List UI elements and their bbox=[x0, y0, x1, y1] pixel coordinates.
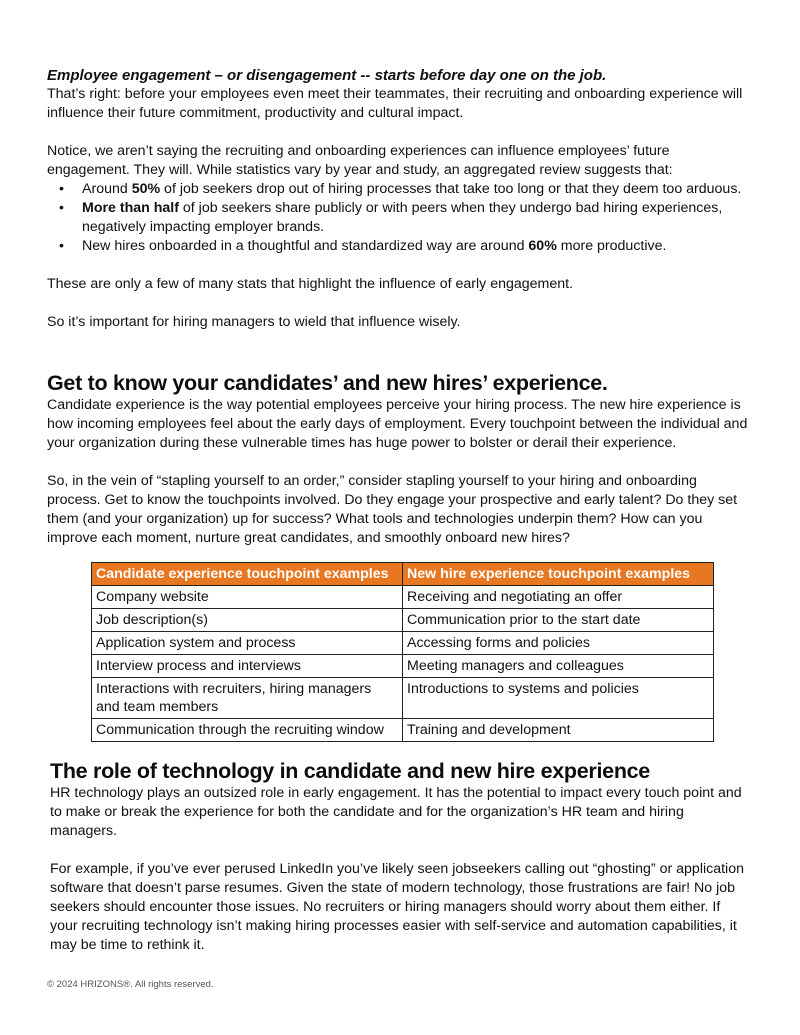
table-cell: Company website bbox=[92, 586, 403, 609]
section-heading: The role of technology in candidate and new hire experience bbox=[50, 759, 650, 783]
table-cell: Receiving and negotiating an offer bbox=[403, 586, 714, 609]
table-row bbox=[92, 632, 714, 655]
paragraph: For example, if you’ve ever perused LinkedIn you’ve likely seen jobseekers calling out “ghosting” or application software that doesn’t parse resumes. Given the state of modern technology, those frustrations are fair! No job seekers should encounter those issues. No recruiters or hiring managers should worry about them either. If your recruiting technology isn’t making hiring processes easier with self-service and automation capabilities, it may be time to rethink it. bbox=[50, 861, 744, 953]
bullet-emphasis: 60% bbox=[528, 238, 557, 254]
copyright-footer: © 2024 HRIZONS®. All rights reserved. bbox=[47, 979, 214, 990]
table-row bbox=[92, 609, 714, 632]
column-header: New hire experience touchpoint examples bbox=[403, 563, 714, 586]
bullet-emphasis: More than half bbox=[82, 200, 179, 216]
section-candidate-experience bbox=[47, 370, 752, 548]
table-cell: Introductions to systems and policies bbox=[403, 678, 714, 719]
table-cell: Communication through the recruiting window bbox=[92, 719, 403, 742]
section-title: Employee engagement – or disengagement -- starts before day one on the job. bbox=[47, 67, 607, 84]
list-item bbox=[47, 180, 752, 199]
bullet-text: of job seekers drop out of hiring processes that take too long or that they deem too arduous. bbox=[160, 181, 742, 197]
table-row bbox=[92, 655, 714, 678]
paragraph: Notice, we aren’t saying the recruiting and onboarding experiences can influence employees’ future engagement. They will. While statistics vary by year and study, an aggregated review suggests that: bbox=[47, 143, 673, 178]
paragraph: These are only a few of many stats that highlight the influence of early engagement. bbox=[47, 276, 574, 292]
paragraph: So it’s important for hiring managers to wield that influence wisely. bbox=[47, 314, 461, 330]
table-cell: Job description(s) bbox=[92, 609, 403, 632]
paragraph: HR technology plays an outsized role in early engagement. It has the potential to impact every touch point and to make or break the experience for both the candidate and for the organization’s HR team and hiring managers. bbox=[50, 785, 742, 839]
table-cell: Accessing forms and policies bbox=[403, 632, 714, 655]
table-row bbox=[92, 719, 714, 742]
table-cell: Meeting managers and colleagues bbox=[403, 655, 714, 678]
stats-list bbox=[47, 180, 752, 256]
section-engagement bbox=[47, 66, 752, 332]
table-cell: Interactions with recruiters, hiring managers and team members bbox=[92, 678, 403, 719]
column-header: Candidate experience touchpoint examples bbox=[92, 563, 403, 586]
paragraph: That’s right: before your employees even meet their teammates, their recruiting and onboarding experience will influence their future commitment, productivity and cultural impact. bbox=[47, 86, 743, 121]
bullet-text: New hires onboarded in a thoughtful and standardized way are around bbox=[82, 238, 529, 254]
bullet-text: Around bbox=[82, 181, 132, 197]
paragraph: So, in the vein of “stapling yourself to an order,” consider stapling yourself to your hiring and onboarding process. Get to know the touchpoints involved. Do they engage your prospective and early talent? Do they set them (and your organization) up for success? What tools and technologies underpin them? How can you improve each moment, nurture great candidates, and smoothly onboard new hires? bbox=[47, 473, 738, 546]
section-technology bbox=[50, 758, 750, 955]
table-cell: Application system and process bbox=[92, 632, 403, 655]
table-cell: Training and development bbox=[403, 719, 714, 742]
section-heading: Get to know your candidates’ and new hires’ experience. bbox=[47, 371, 608, 395]
list-item bbox=[47, 237, 752, 256]
bullet-text: more productive. bbox=[556, 238, 667, 254]
bullet-text: of job seekers share publicly or with peers when they undergo bad hiring experiences, negatively impacting employer brands. bbox=[82, 200, 723, 235]
bullet-emphasis: 50% bbox=[131, 181, 161, 197]
touchpoint-table bbox=[91, 562, 714, 742]
table-cell: Interview process and interviews bbox=[92, 655, 403, 678]
table-header-row bbox=[92, 563, 714, 586]
table-row bbox=[92, 678, 714, 719]
paragraph: Candidate experience is the way potential employees perceive your hiring process. The new hire experience is how incoming employees feel about the early days of employment. Every touchpoint between the individual and your organization during these vulnerable times has huge power to bolster or derail their experience. bbox=[47, 397, 748, 451]
table-row bbox=[92, 586, 714, 609]
list-item bbox=[47, 199, 752, 237]
table-cell: Communication prior to the start date bbox=[403, 609, 714, 632]
